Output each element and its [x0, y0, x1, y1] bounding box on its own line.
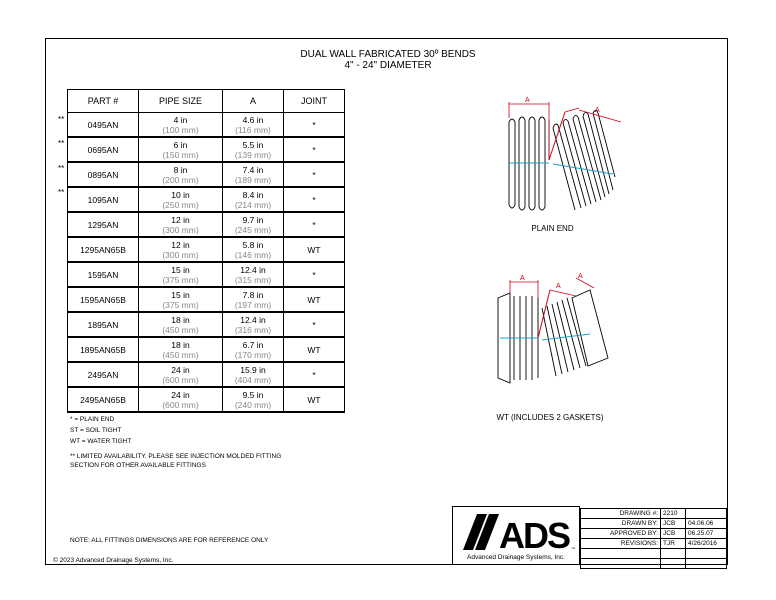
- table-row: [68, 262, 345, 287]
- pipe-size-cell-value: 15 in: [171, 264, 190, 275]
- legend-plain-end: * = PLAIN END: [70, 416, 115, 423]
- plain-end-bend-drawing: [495, 92, 645, 217]
- a-dimension-cell: [223, 287, 284, 312]
- joint-cell-value: *: [312, 269, 316, 280]
- title-block-date: [686, 509, 727, 519]
- pipe-size-cell: [139, 362, 223, 387]
- a-dimension-cell-metric: (116 mm): [235, 124, 271, 135]
- a-dimension-cell: [223, 137, 284, 162]
- part-number-cell: [68, 387, 139, 412]
- pipe-size-cell-metric: (600 mm): [162, 374, 199, 385]
- legend-soil-tight: ST = SOIL TIGHT: [70, 427, 122, 434]
- joint-cell: [284, 262, 345, 287]
- joint-legend: [70, 414, 131, 447]
- pipe-size-cell: [139, 287, 223, 312]
- wt-bend-drawing: [490, 268, 640, 393]
- part-number-cell-value: 1895AN65B: [80, 344, 126, 355]
- pipe-size-cell-metric: (450 mm): [162, 349, 199, 360]
- pipe-size-cell: [139, 187, 223, 212]
- title-block-initials: [661, 549, 686, 559]
- joint-cell-value: *: [312, 119, 316, 130]
- title-block-initials: [661, 559, 686, 569]
- pipe-size-cell-value: 24 in: [171, 364, 190, 375]
- svg-text:™: ™: [571, 546, 575, 551]
- limited-note-line-1: ** LIMITED AVAILABILITY. PLEASE SEE INJECTION MOLDED FITTING: [70, 453, 282, 460]
- a-dimension-cell-metric: (139 mm): [234, 149, 272, 160]
- pipe-size-cell-value: 12 in: [171, 214, 190, 225]
- title-block-initials: JCB: [661, 519, 686, 529]
- header-part: PART #: [68, 90, 139, 113]
- limited-availability-marker: **: [58, 187, 65, 197]
- pipe-size-cell-value: 4 in: [173, 114, 188, 125]
- table-row: [68, 387, 345, 412]
- pipe-size-cell-metric: (250 mm): [162, 199, 199, 210]
- pipe-size-cell-value: 6 in: [173, 139, 188, 150]
- pipe-size-cell-value: 12 in: [171, 239, 190, 250]
- joint-cell: [284, 187, 345, 212]
- part-number-cell: [68, 113, 139, 138]
- a-dimension-cell: [223, 113, 284, 138]
- fittings-table: [67, 89, 345, 413]
- title-block-label: DRAWING #:: [581, 509, 661, 519]
- a-dimension-cell-value: 5.5 in: [242, 139, 264, 150]
- pipe-size-cell: [139, 387, 223, 412]
- pipe-size-cell-metric: (150 mm): [162, 149, 199, 160]
- limited-availability-marker: **: [58, 139, 65, 149]
- title-block-initials: TJR: [661, 539, 686, 549]
- pipe-size-cell: [139, 237, 223, 262]
- plain-end-caption: PLAIN END: [531, 224, 574, 233]
- title-block-row: [581, 559, 727, 569]
- title-block-row: [581, 509, 727, 519]
- part-number-cell-value: 0495AN: [87, 119, 119, 130]
- pipe-size-cell: [139, 337, 223, 362]
- table-row: [68, 113, 345, 138]
- part-number-cell: [68, 212, 139, 237]
- pipe-size-cell-value: 8 in: [173, 164, 188, 175]
- copyright: © 2023 Advanced Drainage Systems, Inc.: [53, 557, 174, 564]
- title-block-initials: JCB: [661, 529, 686, 539]
- part-number-cell: [68, 362, 139, 387]
- a-dimension-cell-value: 15.9 in: [240, 364, 266, 375]
- pipe-size-cell: [139, 162, 223, 187]
- part-number-cell-value: 1595AN65B: [80, 294, 126, 305]
- joint-cell-value: WT: [307, 344, 321, 355]
- part-number-cell-value: 0895AN: [87, 169, 119, 180]
- table-row: [68, 362, 345, 387]
- title-block-initials: 2210: [661, 509, 686, 519]
- joint-cell-value: *: [312, 369, 316, 380]
- a-dimension-cell-value: 12.4 in: [240, 264, 266, 275]
- title-block-row: [581, 549, 727, 559]
- pipe-size-cell: [139, 312, 223, 337]
- part-number-cell: [68, 262, 139, 287]
- a-dimension-cell-metric: (197 mm): [234, 299, 272, 310]
- a-dimension-cell: [223, 312, 284, 337]
- joint-cell: [284, 237, 345, 262]
- a-dimension-cell: [223, 337, 284, 362]
- title-block-date: 4/26/2016: [686, 539, 727, 549]
- part-number-cell: [68, 137, 139, 162]
- joint-cell-value: *: [312, 144, 316, 155]
- table-row: [68, 162, 345, 187]
- part-number-cell-value: 1295AN: [87, 219, 119, 230]
- dimension-a-label: A: [595, 107, 600, 114]
- company-name: Advanced Drainage Systems, Inc.: [467, 554, 565, 561]
- title-block-label: [581, 549, 661, 559]
- a-dimension-cell: [223, 187, 284, 212]
- a-dimension-cell-metric: (214 mm): [234, 199, 272, 210]
- table-row: [68, 187, 345, 212]
- a-dimension-cell-metric: (404 mm): [234, 374, 272, 385]
- part-number-cell-value: 2495AN: [87, 369, 119, 380]
- a-dimension-cell-value: 8.4 in: [242, 189, 264, 200]
- joint-cell-value: *: [312, 169, 316, 180]
- a-dimension-cell-value: 4.6 in: [242, 114, 264, 125]
- dimension-a-label: A: [556, 283, 561, 290]
- table-row: [68, 212, 345, 237]
- limited-availability-marker: **: [58, 115, 65, 124]
- a-dimension-cell: [223, 162, 284, 187]
- a-dimension-cell: [223, 362, 284, 387]
- table-row: [68, 237, 345, 262]
- page-title: DUAL WALL FABRICATED 30º BENDS: [300, 49, 476, 60]
- a-dimension-cell-value: 5.8 in: [242, 239, 264, 250]
- a-dimension-cell: [223, 262, 284, 287]
- part-number-cell: [68, 187, 139, 212]
- joint-cell: [284, 337, 345, 362]
- joint-cell-value: WT: [307, 294, 321, 305]
- a-dimension-cell-value: 9.7 in: [242, 214, 264, 225]
- a-dimension-cell-value: 7.4 in: [242, 164, 264, 175]
- header-joint: JOINT: [284, 90, 345, 113]
- joint-cell-value: *: [312, 194, 316, 205]
- ads-logo-icon: [457, 512, 577, 552]
- part-number-cell-value: 0695AN: [87, 144, 119, 155]
- a-dimension-cell: [223, 387, 284, 412]
- dimension-a-label: A: [525, 97, 530, 104]
- joint-cell: [284, 162, 345, 187]
- a-dimension-cell-metric: (316 mm): [234, 324, 272, 335]
- page-subtitle: 4" - 24" DIAMETER: [344, 60, 432, 71]
- pipe-size-cell: [139, 262, 223, 287]
- a-dimension-cell-metric: (315 mm): [234, 274, 272, 285]
- joint-cell: [284, 362, 345, 387]
- title-block-date: 04.06.06: [686, 519, 727, 529]
- pipe-size-cell-value: 10 in: [171, 189, 190, 200]
- joint-cell-value: WT: [307, 394, 321, 405]
- a-dimension-cell-metric: (240 mm): [234, 399, 272, 410]
- joint-cell-value: WT: [307, 244, 321, 255]
- pipe-size-cell-metric: (375 mm): [162, 274, 199, 285]
- limited-availability-marker: **: [58, 163, 65, 173]
- title-block-label: [581, 559, 661, 569]
- pipe-size-cell-metric: (450 mm): [162, 324, 199, 335]
- joint-cell: [284, 113, 345, 138]
- title-block-label: DRAWN BY:: [581, 519, 661, 529]
- pipe-size-cell: [139, 212, 223, 237]
- pipe-size-cell-metric: (600 mm): [162, 399, 199, 410]
- a-dimension-cell-value: 12.4 in: [240, 314, 266, 325]
- title-block-row: [581, 519, 727, 529]
- header-pipe-size: PIPE SIZE: [139, 90, 223, 113]
- table-row: [68, 137, 345, 162]
- title-block-row: [581, 539, 727, 549]
- a-dimension-cell-metric: (146 mm): [234, 249, 272, 260]
- table-row: [68, 337, 345, 362]
- part-number-cell: [68, 162, 139, 187]
- pipe-size-cell-value: 18 in: [171, 314, 190, 325]
- part-number-cell: [68, 287, 139, 312]
- pipe-size-cell-metric: (300 mm): [162, 224, 199, 235]
- pipe-size-cell-value: 18 in: [171, 339, 190, 350]
- joint-cell: [284, 312, 345, 337]
- a-dimension-cell-value: 6.7 in: [242, 339, 264, 350]
- title-block-row: [581, 529, 727, 539]
- a-dimension-cell-metric: (189 mm): [234, 174, 272, 185]
- joint-cell: [284, 387, 345, 412]
- a-dimension-cell-metric: (170 mm): [234, 349, 272, 360]
- dimension-a-label: A: [520, 275, 525, 282]
- legend-water-tight: WT = WATER TIGHT: [70, 438, 132, 445]
- part-number-cell-value: 1295AN65B: [80, 244, 126, 255]
- part-number-cell: [68, 237, 139, 262]
- limited-availability-note: [70, 452, 281, 470]
- header-a: A: [223, 90, 284, 113]
- title-block-date: 06.25.07: [686, 529, 727, 539]
- joint-cell-value: *: [312, 219, 316, 230]
- a-dimension-cell: [223, 237, 284, 262]
- title-block-label: REVISIONS:: [581, 539, 661, 549]
- table-row: [68, 287, 345, 312]
- part-number-cell-value: 1095AN: [87, 194, 119, 205]
- pipe-size-cell: [139, 113, 223, 138]
- part-number-cell-value: 1895AN: [87, 319, 119, 330]
- table-row: [68, 312, 345, 337]
- pipe-size-cell-metric: (200 mm): [162, 174, 199, 185]
- table-header-row: [68, 90, 345, 113]
- part-number-cell: [68, 312, 139, 337]
- pipe-size-cell-value: 15 in: [171, 289, 190, 300]
- part-number-cell: [68, 337, 139, 362]
- pipe-size-cell-metric: (300 mm): [162, 249, 199, 260]
- reference-note: NOTE: ALL FITTINGS DIMENSIONS ARE FOR REFERENCE ONLY: [70, 537, 269, 544]
- title-block-table: [580, 508, 727, 569]
- joint-cell-value: *: [312, 319, 316, 330]
- dimension-a-label: A: [578, 273, 583, 280]
- wt-caption: WT (INCLUDES 2 GASKETS): [496, 413, 604, 422]
- a-dimension-cell: [223, 212, 284, 237]
- joint-cell: [284, 287, 345, 312]
- ads-logo-wordmark: ADS: [499, 515, 570, 552]
- limited-note-line-2: SECTION FOR OTHER AVAILABLE FITTINGS: [70, 462, 206, 469]
- title-block-date: [686, 559, 727, 569]
- part-number-cell-value: 1595AN: [87, 269, 119, 280]
- pipe-size-cell-value: 24 in: [171, 389, 190, 400]
- title-block-label: APPROVED BY:: [581, 529, 661, 539]
- ads-logo-block: [452, 506, 580, 565]
- pipe-size-cell-metric: (375 mm): [162, 299, 199, 310]
- joint-cell: [284, 137, 345, 162]
- title-block-date: [686, 549, 727, 559]
- joint-cell: [284, 212, 345, 237]
- a-dimension-cell-value: 9.5 in: [242, 389, 264, 400]
- pipe-size-cell: [139, 137, 223, 162]
- a-dimension-cell-metric: (245 mm): [234, 224, 272, 235]
- part-number-cell-value: 2495AN65B: [80, 394, 126, 405]
- a-dimension-cell-value: 7.8 in: [242, 289, 264, 300]
- pipe-size-cell-metric: (100 mm): [162, 124, 199, 135]
